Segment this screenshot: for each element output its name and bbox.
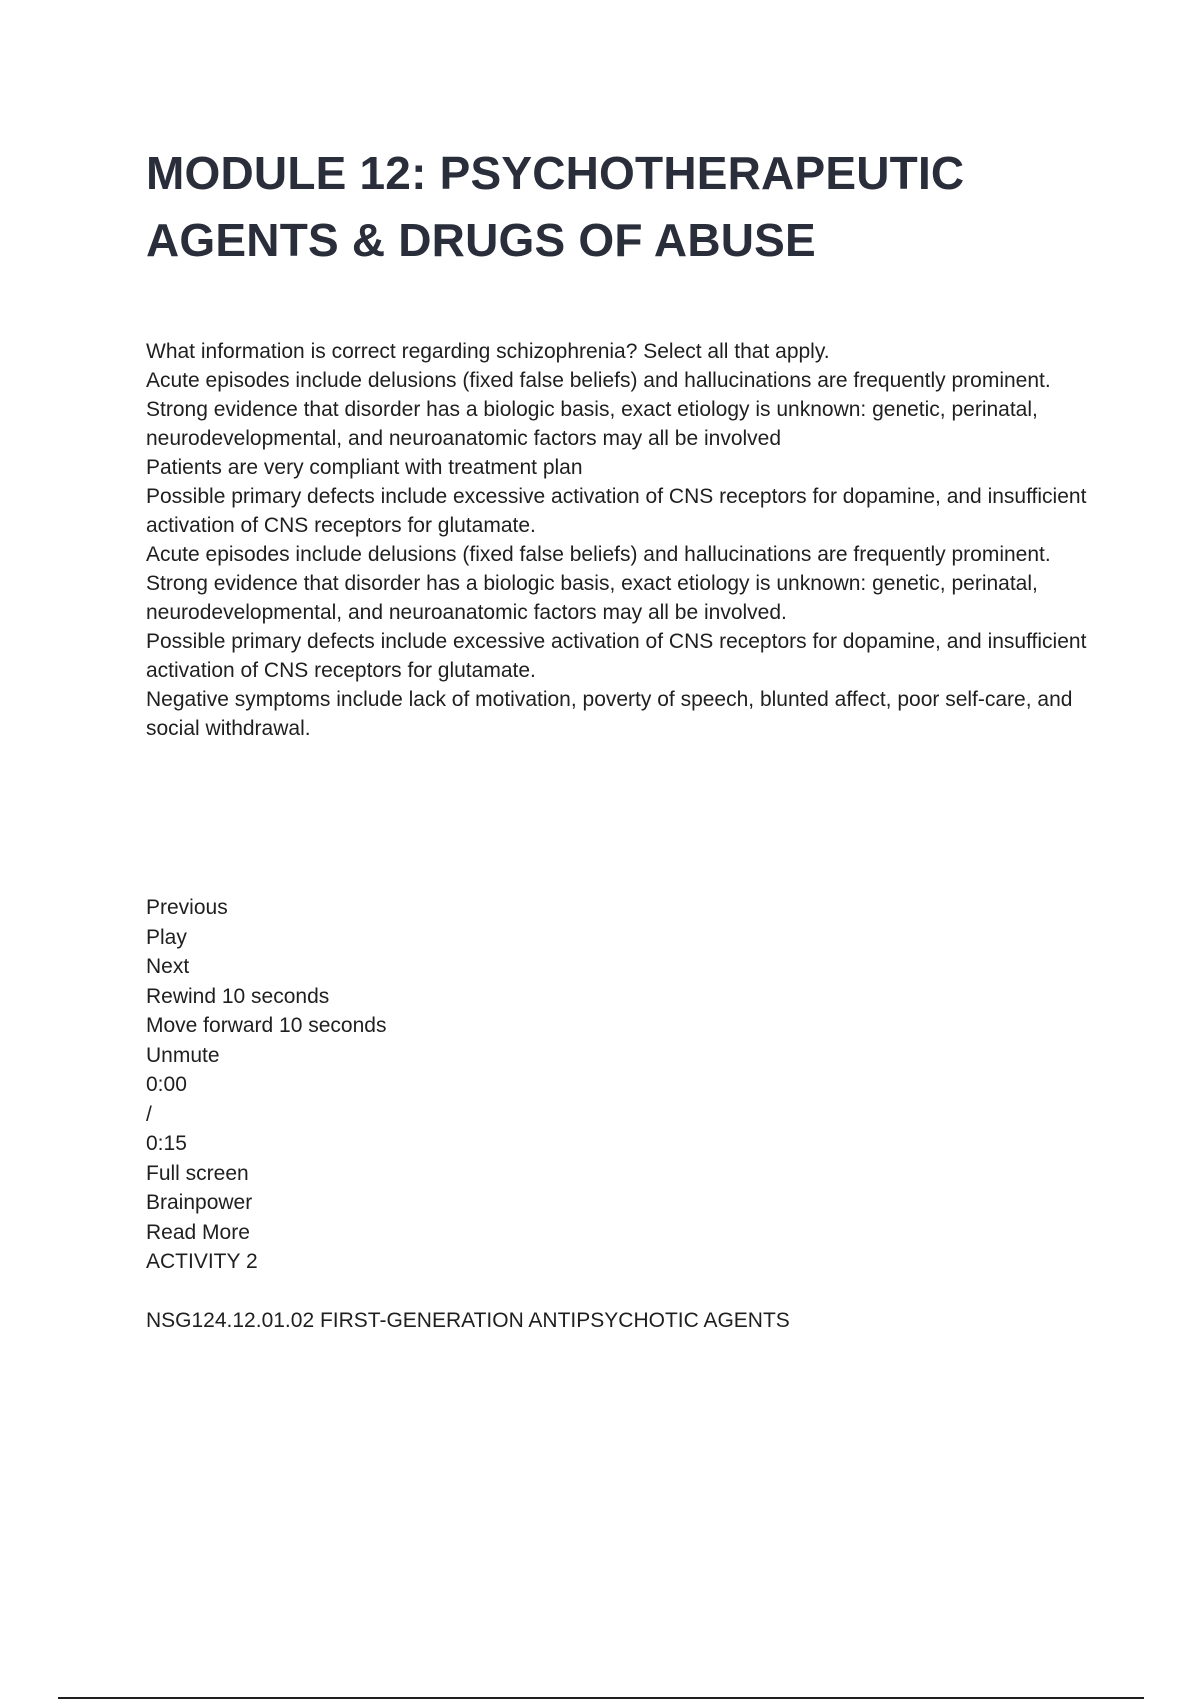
- answer-option: Possible primary defects include excessive activation of CNS receptors for dopamine, and insufficient activation of CNS receptors for glutamate.: [146, 630, 1087, 682]
- previous-button[interactable]: Previous: [146, 896, 228, 919]
- activity-label: ACTIVITY 2: [146, 1250, 258, 1273]
- video-player-controls: [146, 893, 746, 1277]
- answer-option: Patients are very compliant with treatment plan: [146, 456, 583, 479]
- next-button[interactable]: Next: [146, 955, 190, 978]
- question-block: [146, 337, 1096, 743]
- page-title: [146, 140, 1106, 274]
- answer-option: Acute episodes include delusions (fixed false beliefs) and hallucinations are frequently prominent.: [146, 369, 1051, 392]
- current-time: 0:00: [146, 1073, 187, 1096]
- time-separator: /: [146, 1102, 152, 1126]
- footer-divider: [58, 1697, 1144, 1699]
- page-title-line-1: MODULE 12: PSYCHOTHERAPEUTIC: [146, 147, 965, 199]
- forward-button[interactable]: Move forward 10 seconds: [146, 1014, 387, 1037]
- page-title-line-2: AGENTS & DRUGS OF ABUSE: [146, 214, 816, 266]
- answer-option: Negative symptoms include lack of motivation, poverty of speech, blunted affect, poor self-care, and social withdrawal.: [146, 688, 1073, 740]
- section-heading: NSG124.12.01.02 FIRST-GENERATION ANTIPSYCHOTIC AGENTS: [146, 1309, 790, 1332]
- answer-option: Strong evidence that disorder has a biologic basis, exact etiology is unknown: genetic, perinatal, neurodevelopmental, and neuroanatomic factors may all be involved.: [146, 572, 1038, 624]
- rewind-button[interactable]: Rewind 10 seconds: [146, 984, 330, 1008]
- answer-option: Possible primary defects include excessive activation of CNS receptors for dopamine, and insufficient activation of CNS receptors for glutamate.: [146, 485, 1087, 537]
- question-text: What information is correct regarding schizophrenia? Select all that apply.: [146, 340, 830, 363]
- fullscreen-button[interactable]: Full screen: [146, 1161, 249, 1185]
- brand-link[interactable]: Brainpower: [146, 1191, 253, 1214]
- answer-option: Strong evidence that disorder has a biologic basis, exact etiology is unknown: genetic, perinatal, neurodevelopmental, and neuroanatomic factors may all be involved: [146, 398, 1038, 450]
- unmute-button[interactable]: Unmute: [146, 1043, 220, 1067]
- duration: 0:15: [146, 1132, 187, 1155]
- play-button[interactable]: Play: [146, 925, 187, 949]
- read-more-link[interactable]: Read More: [146, 1220, 250, 1244]
- answer-option: Acute episodes include delusions (fixed false beliefs) and hallucinations are frequently prominent.: [146, 543, 1051, 566]
